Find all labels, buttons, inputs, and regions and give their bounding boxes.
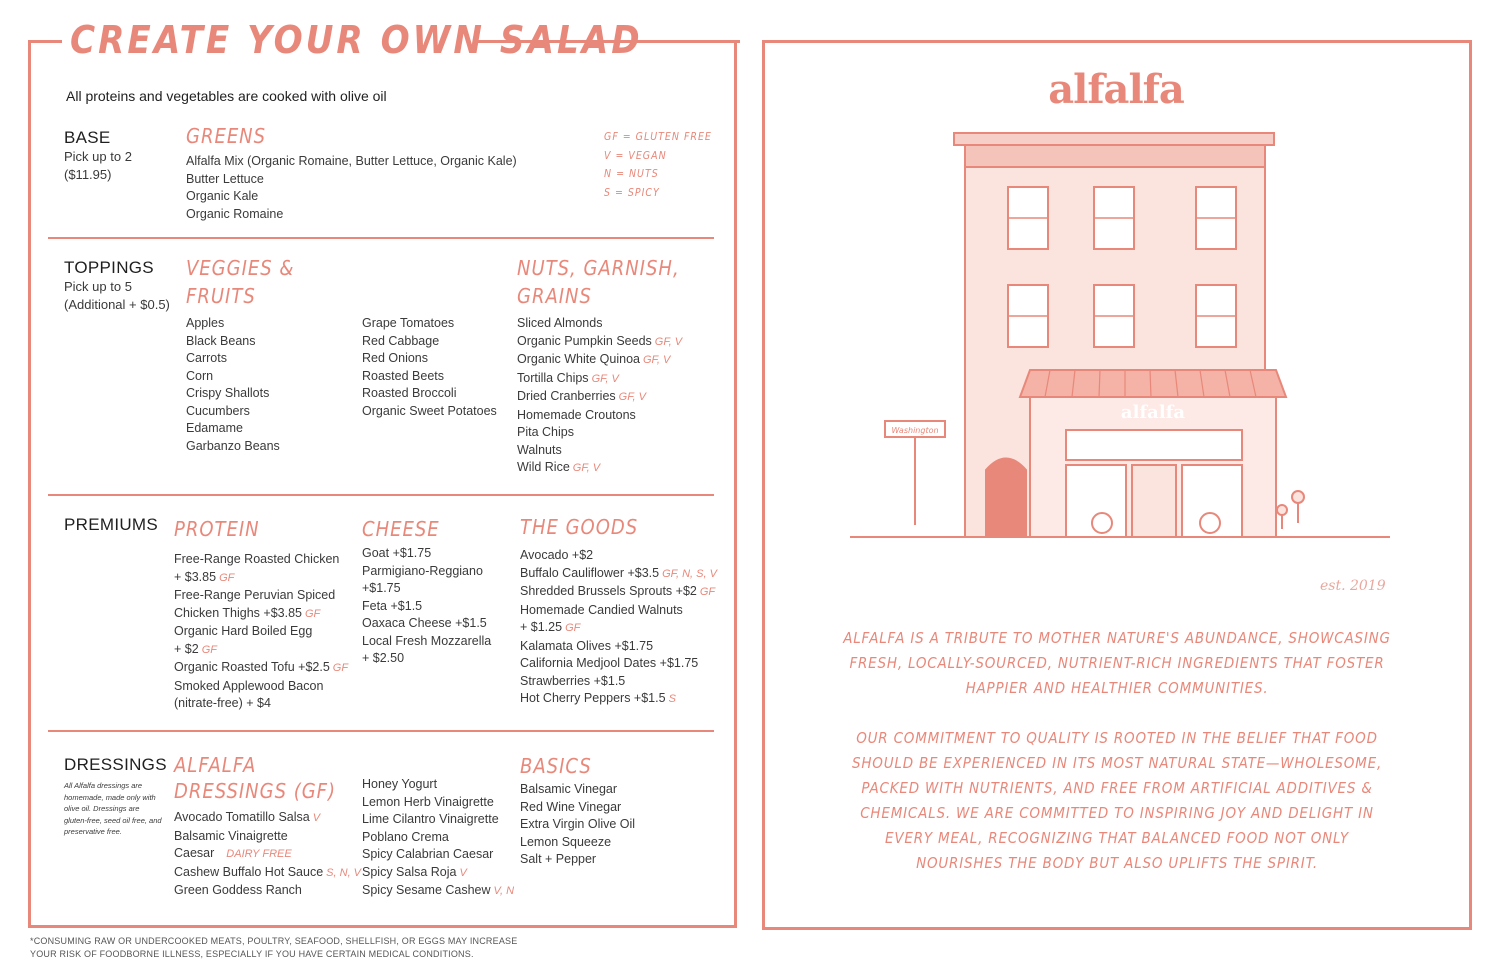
list-item [520, 673, 717, 691]
item-name: Hot Cherry Peppers +$1.5 [520, 691, 666, 705]
item-name: Organic Roasted Tofu +$2.5 [174, 660, 330, 674]
heading-line: NUTS, GARNISH, [517, 256, 680, 280]
item-name: (nitrate-free) + $4 [174, 696, 271, 710]
list-item: Butter Lettuce [186, 171, 264, 186]
protein-heading: PROTEIN [174, 517, 260, 541]
toppings-title: TOPPINGS [64, 258, 154, 277]
goods-list [520, 547, 717, 709]
diet-tag: GF [304, 607, 321, 620]
base-price: ($11.95) [64, 167, 112, 182]
section-divider [48, 237, 714, 239]
awning-sign: alfalfa [1120, 402, 1186, 423]
diet-tag: S [668, 693, 676, 705]
list-item [174, 828, 361, 846]
item-name: Lemon Herb Vinaigrette [362, 794, 494, 809]
list-item [174, 659, 348, 678]
diet-tag: GF, V [572, 462, 601, 474]
list-item [520, 547, 717, 565]
diet-tag: GF, V [654, 335, 683, 348]
dressings-note: All Alfalfa dressings are homemade, made only with olive oil. Dressings are gluten-free, seed oil free, and preservative free. [64, 781, 162, 836]
arched-door [986, 459, 1026, 538]
diet-tag: GF, V [618, 391, 646, 403]
heading-line: VEGGIES & [186, 256, 295, 280]
list-item: +$1.75 [362, 581, 401, 595]
list-item [362, 882, 514, 901]
dressings-list-1 [174, 809, 361, 900]
list-item: Salt + Pepper [520, 852, 597, 866]
frame-top-rule [28, 40, 62, 43]
storefront-illustration [840, 125, 1400, 565]
list-item [520, 619, 717, 638]
heading-line: FRUITS [186, 284, 256, 308]
diet-tag: DAIRY FREE [226, 848, 292, 860]
list-item [174, 678, 348, 696]
list-item: Cucumbers [186, 403, 250, 418]
item-name: Dried Cranberries [517, 389, 616, 403]
disclaimer-line: *CONSUMING RAW OR UNDERCOOKED MEATS, POULTRY, SEAFOOD, SHELLFISH, OR EGGS MAY INCREASE [30, 936, 518, 946]
list-item [517, 407, 682, 425]
list-item [362, 864, 514, 883]
diet-tag: GF, V [591, 372, 619, 385]
list-item: Balsamic Vinegar [520, 782, 618, 796]
item-name: Buffalo Cauliflower +$3.5 [520, 565, 660, 580]
list-item [362, 846, 514, 864]
diet-tag: GF [699, 586, 716, 598]
item-name: Tortilla Chips [517, 370, 589, 385]
list-item: Carrots [186, 351, 227, 365]
item-name: + $2 [174, 641, 199, 656]
list-item [174, 882, 361, 900]
diet-tag: V [459, 866, 467, 879]
awning [1020, 370, 1286, 397]
base-title: BASE [64, 128, 111, 147]
diet-tag: GF, V [642, 354, 671, 366]
cheese-heading: CHEESE [362, 517, 440, 541]
mission-paragraph: ALFALFA IS A TRIBUTE TO MOTHER NATURE'S ABUNDANCE, SHOWCASING FRESH, LOCALLY-SOURCED, NUTRIENT-RICH INGREDIENTS THAT FOSTER HAPPIER AND HEALTHIER COMMUNITIES. [843, 629, 1391, 697]
item-name: Pita Chips [517, 425, 574, 439]
list-item [174, 695, 348, 713]
item-name: Wild Rice [517, 460, 570, 474]
goods-heading: THE GOODS [520, 515, 639, 539]
list-item [517, 388, 682, 407]
item-name: Poblano Crema [362, 829, 449, 844]
list-item [174, 641, 348, 660]
list-item: Lemon Squeeze [520, 834, 612, 849]
protein-list [174, 551, 348, 713]
list-item [517, 351, 682, 370]
list-item [520, 655, 717, 673]
item-name: Sliced Almonds [517, 316, 603, 330]
food-safety-disclaimer [30, 935, 517, 961]
section-divider [48, 494, 714, 496]
item-name: Lime Cilantro Vinaigrette [362, 812, 499, 826]
cooking-note: All proteins and vegetables are cooked with olive oil [66, 88, 387, 104]
item-name: Green Goddess Ranch [174, 883, 302, 897]
diet-tag: V, N [493, 885, 515, 897]
greens-heading: GREENS [186, 124, 267, 148]
item-name: Kalamata Olives +$1.75 [520, 638, 654, 653]
legend-n: N = NUTS [604, 168, 659, 180]
item-name: Honey Yogurt [362, 777, 438, 791]
diet-tag: GF [332, 662, 349, 674]
dressings-list-2 [362, 776, 514, 901]
item-name: Homemade Candied Walnuts [520, 602, 683, 617]
toppings-price: (Additional + $0.5) [64, 297, 170, 312]
heading-line: GRAINS [517, 284, 592, 308]
list-item [174, 551, 348, 569]
diet-tag: GF [565, 622, 581, 634]
nuts-list [517, 315, 682, 478]
roof-cornice [954, 133, 1274, 145]
list-item [517, 333, 682, 352]
item-name: Organic Pumpkin Seeds [517, 333, 652, 348]
list-item [520, 565, 717, 584]
item-name: Avocado +$2 [520, 548, 594, 562]
basics-list [520, 781, 635, 869]
person [1292, 491, 1304, 503]
list-item: Organic Sweet Potatoes [362, 403, 497, 418]
item-name: Caesar [174, 846, 215, 860]
list-item: Roasted Beets [362, 368, 444, 383]
list-item: Feta +$1.5 [362, 598, 423, 613]
item-name: Shredded Brussels Sprouts +$2 [520, 584, 697, 598]
list-item [517, 315, 682, 333]
item-name: Smoked Applewood Bacon [174, 678, 324, 693]
cafe-table [1200, 513, 1220, 533]
commitment-paragraph: OUR COMMITMENT TO QUALITY IS ROOTED IN THE BELIEF THAT FOOD SHOULD BE EXPERIENCED IN ITS MOST NATURAL STATE—WHOLESOME, PACKED WITH NUTRIENTS, AND FREE FROM ARTIFICIAL ADDITIVES & CHEMICALS. WE ARE COMMITTED TO INSPIRING JOY AND DELIGHT IN EVERY MEAL, RECOGNIZING THAT BALANCED FOOD NOT ONLY NOURISHES THE BODY BUT ALSO UPLIFTS THE SPIRIT. [851, 729, 1383, 872]
list-item [517, 424, 682, 442]
heading-line: ALFALFA [174, 753, 257, 777]
dressings-title: DRESSINGS [64, 755, 167, 774]
diet-tag: GF [201, 643, 217, 656]
list-item: Grape Tomatoes [362, 316, 455, 330]
premiums-title: PREMIUMS [64, 515, 159, 534]
list-item: Roasted Broccoli [362, 386, 457, 400]
diet-legend [604, 128, 712, 202]
disclaimer-line: YOUR RISK OF FOODBORNE ILLNESS, ESPECIALLY IF YOU HAVE CERTAIN MEDICAL CONDITIONS. [30, 949, 474, 959]
brand-logo: alfalfa [1048, 66, 1184, 113]
item-name: Balsamic Vinaigrette [174, 828, 288, 843]
item-name: Free-Range Roasted Chicken [174, 552, 340, 566]
legend-v: V = VEGAN [604, 149, 667, 162]
list-item: Garbanzo Beans [186, 438, 280, 453]
base-rule [64, 148, 132, 184]
list-item [174, 845, 361, 864]
list-item [517, 459, 682, 478]
list-item: Edamame [186, 421, 243, 435]
diet-tag: S, N, V [326, 866, 362, 879]
diet-tag: V [312, 812, 321, 824]
item-name: California Medjool Dates +$1.75 [520, 656, 699, 670]
item-name: Homemade Croutons [517, 407, 636, 422]
list-item: Corn [186, 368, 214, 383]
list-item [362, 811, 514, 829]
list-item: Black Beans [186, 333, 256, 348]
list-item [174, 605, 348, 624]
transom-windows [1066, 430, 1242, 460]
nuts-heading [517, 254, 680, 310]
diet-tag: GF, N, S, V [662, 567, 717, 580]
item-name: Chicken Thighs +$3.85 [174, 605, 302, 620]
list-item [174, 587, 348, 605]
toppings-pick: Pick up to 5 [64, 279, 132, 294]
item-name: Organic White Quinoa [517, 352, 640, 366]
list-item [520, 583, 717, 602]
list-item: Organic Kale [186, 189, 259, 203]
list-item: Goat +$1.75 [362, 546, 432, 560]
item-name: Spicy Salsa Roja [362, 864, 457, 879]
cheese-list [362, 545, 491, 668]
list-item [362, 776, 514, 794]
item-name: Spicy Sesame Cashew [362, 883, 491, 897]
base-pick: Pick up to 2 [64, 149, 132, 164]
veggies-heading [186, 254, 294, 310]
item-name: Strawberries +$1.5 [520, 673, 626, 688]
child [1277, 505, 1287, 515]
list-item: Apples [186, 316, 225, 330]
list-item: Extra Virgin Olive Oil [520, 817, 636, 831]
item-name: Avocado Tomatillo Salsa [174, 810, 310, 824]
item-name: Walnuts [517, 442, 562, 457]
list-item [362, 829, 514, 847]
list-item [174, 864, 361, 883]
alfalfa-dressings-heading [174, 752, 336, 804]
list-item: Red Cabbage [362, 333, 440, 348]
cafe-table [1092, 513, 1112, 533]
section-divider [48, 730, 714, 732]
list-item [362, 794, 514, 812]
item-name: Free-Range Peruvian Spiced [174, 588, 336, 602]
list-item: Local Fresh Mozzarella [362, 633, 492, 648]
list-item [174, 809, 361, 828]
list-item: Red Onions [362, 351, 429, 365]
legend-gf: GF = GLUTEN FREE [604, 131, 712, 143]
list-item: Organic Romaine [186, 206, 284, 221]
list-item [174, 623, 348, 641]
veggies-list-1 [186, 315, 280, 455]
shop-door [1132, 465, 1176, 537]
list-item [174, 569, 348, 588]
list-item: + $2.50 [362, 651, 405, 665]
list-item [520, 602, 717, 620]
list-item: Crispy Shallots [186, 386, 270, 400]
established-date: est. 2019 [1320, 578, 1386, 594]
list-item [517, 442, 682, 460]
greens-list [186, 153, 517, 223]
veggies-list-2 [362, 315, 497, 420]
item-name: + $1.25 [520, 620, 563, 634]
list-item [520, 638, 717, 656]
list-item [520, 690, 717, 709]
heading-line: DRESSINGS (GF) [174, 779, 337, 803]
item-name: + $3.85 [174, 569, 217, 584]
item-name: Spicy Calabrian Caesar [362, 847, 494, 861]
roof-band [965, 145, 1265, 167]
page-title: CREATE YOUR OWN SALAD [70, 18, 643, 62]
toppings-rule [64, 278, 170, 314]
legend-s: S = SPICY [604, 186, 660, 199]
item-name: Cashew Buffalo Hot Sauce [174, 864, 324, 879]
list-item: Red Wine Vinegar [520, 799, 622, 814]
sign-text: Washington [891, 426, 939, 435]
basics-heading: BASICS [520, 754, 592, 778]
item-name: Organic Hard Boiled Egg [174, 624, 313, 638]
diet-tag: GF [219, 571, 235, 584]
list-item: Alfalfa Mix (Organic Romaine, Butter Lettuce, Organic Kale) [186, 154, 517, 168]
list-item: Parmigiano-Reggiano [362, 563, 483, 578]
list-item [517, 370, 682, 389]
list-item: Oaxaca Cheese +$1.5 [362, 616, 487, 630]
